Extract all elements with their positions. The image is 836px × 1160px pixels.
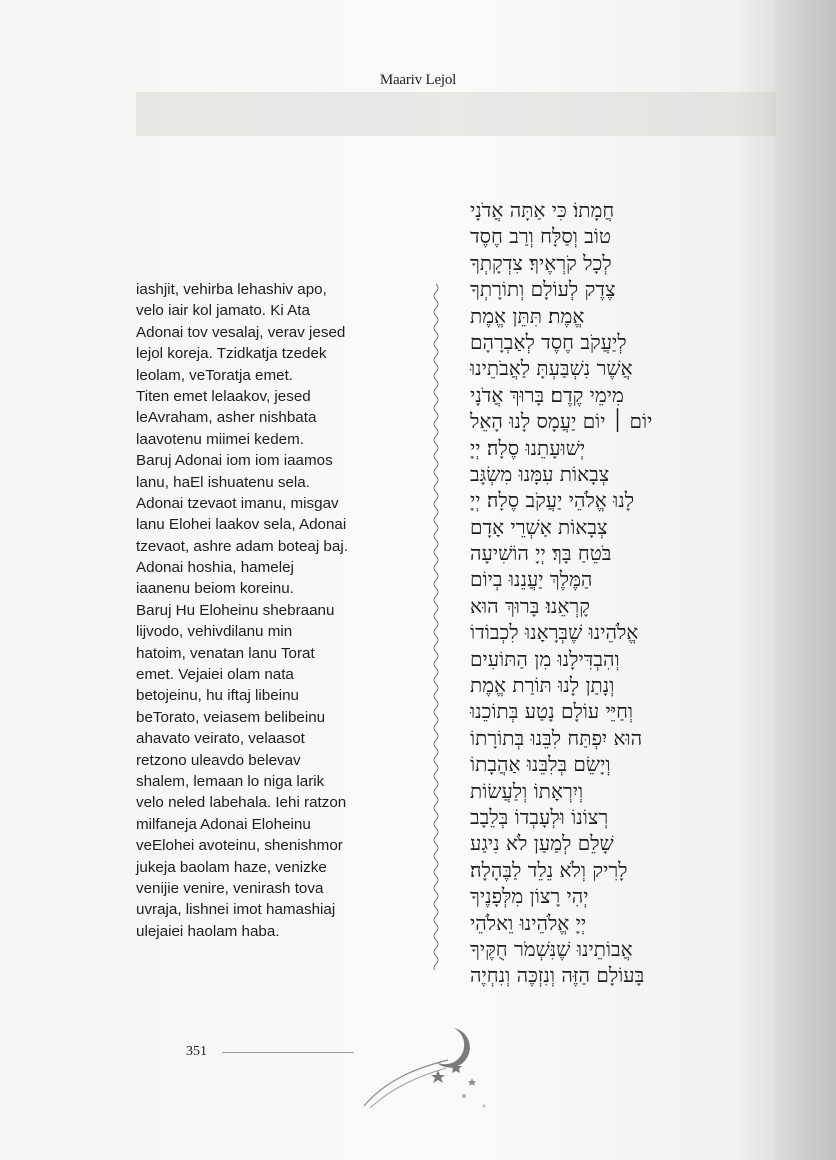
hebrew-line: וְחַיֵּי עוֹלָם נָטַע בְּתוֹכֵנוּ [470, 699, 634, 724]
hebrew-line: לָרִיק וְלֹא נֵלֵד לַבֶּהָלָה׃ [470, 857, 628, 882]
hebrew-line: אֱמֶת׃ תִּתֵּן אֱמֶת [470, 303, 585, 328]
hebrew-line: צֶדֶק לְעוֹלָם וְתוֹרָתְךָ [470, 277, 616, 302]
bleed-through-band [136, 92, 776, 136]
transliteration-line: beTorato, veiasem belibeinu [136, 708, 326, 726]
running-header: Maariv Lejol [379, 72, 457, 88]
hebrew-line: מִימֵי קֶדֶם׃ בָּרוּךְ אֲדֹנָי [470, 382, 624, 407]
transliteration-line: iashjit, vehirba lehashiv apo, [136, 281, 327, 298]
transliteration-line: iaanenu beiom koreinu. [136, 580, 294, 598]
hebrew-line: לְיַעֲקֹב חֶסֶד לְאַבְרָהָם [470, 329, 627, 354]
hebrew-column [470, 197, 710, 989]
hebrew-line: יְיָ אֱלֹהֵינוּ וֵאלֹהֵי [470, 910, 587, 935]
transliteration-line: ulejaiei haolam haba. [136, 922, 280, 940]
transliteration-line: tzevaot, ashre adam boteaj baj. [136, 537, 348, 555]
transliteration-line: Adonai tov vesalaj, verav jesed [136, 323, 346, 341]
hebrew-line: וְיָשֵׂם בְּלִבֵּנוּ אַהֲבָתוֹ [470, 752, 611, 777]
hebrew-line: וְנָתַן לָנוּ תּוֹרַת אֱמֶת [470, 673, 615, 698]
transliteration-line: lijvodo, vehivdilanu min [136, 623, 293, 641]
transliteration-line: jukeja baolam haze, venizke [136, 858, 327, 876]
hebrew-line: קָרְאֵנוּ׃ בָּרוּךְ הוּא [470, 593, 590, 618]
hebrew-line: חֲמָתוֹ׃ כִּי אַתָּה אֲדֹנָי [470, 198, 615, 222]
transliteration-line: hatoim, venatan lanu Torat [136, 644, 315, 662]
binding-shadow [774, 0, 836, 1160]
hebrew-line: צְבָאוֹת אַשְׁרֵי אָדָם [470, 514, 608, 539]
transliteration-line: emet. Vejaiei olam nata [136, 666, 294, 684]
transliteration-line: uvraja, lishnei imot hamashiaj [136, 901, 336, 919]
transliteration-line: milfaneja Adonai Eloheinu [136, 815, 311, 833]
hebrew-line: יְהִי רָצוֹן מִלְּפָנֶיךָ [470, 884, 589, 909]
hebrew-line: יוֹם ׀ יוֹם יַעֲמָס לָנוּ הָאֵל [470, 409, 653, 434]
hebrew-line: הוּא יִפְתַּח לִבֵּנוּ בְּתוֹרָתוֹ [470, 725, 643, 750]
hebrew-line: לָנוּ אֱלֹהֵי יַעֲקֹב סֶלָה׃ יְיָ [470, 488, 635, 513]
transliteration-line: Baruj Adonai iom iom iaamos [136, 452, 333, 470]
footer-rule [222, 1052, 354, 1053]
hebrew-line: לְכָל קֹרְאֶיךָ׃ צִדְקָתְךָ [470, 250, 612, 275]
hebrew-line: טוֹב וְסַלָּח וְרַב חֶסֶד [470, 224, 612, 249]
transliteration-line: betojeinu, hu iftaj libeinu [136, 687, 299, 705]
transliteration-line: velo neled labehala. Iehi ratzon [136, 794, 347, 812]
hebrew-line: אֲשֶׁר נִשְׁבַּעְתָּ לַאֲבֹתֵינוּ [470, 356, 633, 381]
wavy-divider [430, 284, 442, 970]
hebrew-line: צְבָאוֹת עִמָּנוּ מִשְׂגָּב [470, 461, 610, 486]
hebrew-line: רְצוֹנוֹ וּלְעָבְדוֹ בְּלֵבָב [470, 804, 609, 829]
transliteration-line: retzono uleavdo belevav [136, 751, 301, 769]
hebrew-line: יְשׁוּעָתֵנוּ סֶלָה׃ יְיָ [470, 435, 586, 460]
transliteration-line: shalem, lemaan lo niga larik [136, 772, 325, 790]
hebrew-line: אֲבוֹתֵינוּ שֶׁנִּשְׁמֹר חֻקֶּיךָ [470, 936, 633, 961]
hebrew-line: בָּעוֹלָם הַזֶּה וְנִזְכֶּה וְנִחְיֶה [470, 963, 645, 988]
hebrew-line: וְהִבְדִּילָנוּ מִן הַתּוֹעִים [470, 646, 620, 671]
transliteration-line: laavotenu miimei kedem. [136, 430, 304, 448]
hebrew-line: הַמֶּלֶךְ יַעֲנֵנוּ בְיוֹם [470, 567, 593, 592]
transliteration-line: lejol koreja. Tzidkatja tzedek [136, 345, 327, 363]
transliteration-line: veElohei avoteinu, shenishmor [136, 837, 343, 855]
hebrew-line: וְיִרְאָתוֹ וְלַעֲשׂוֹת [470, 778, 584, 803]
transliteration-line: leAvraham, asher nishbata [136, 409, 317, 427]
transliteration-line: leolam, veToratja emet. [136, 366, 294, 384]
transliteration-line: lanu, haEl ishuatenu sela. [136, 473, 310, 491]
hebrew-line: בֹּטֵחַ בָּךְ׃ יְיָ הוֹשִׁיעָה [470, 541, 612, 566]
transliteration-line: Adonai hoshia, hamelej [136, 559, 294, 577]
transliteration-column [136, 279, 428, 942]
transliteration-line: velo iair kol jamato. Ki Ata [136, 302, 310, 320]
hebrew-line: אֱלֹהֵינוּ שֶׁבְּרָאָנוּ לִכְבוֹדוֹ [470, 620, 639, 645]
transliteration-line: venijie venire, venirash tova [136, 879, 324, 897]
transliteration-line: lanu Elohei laakov sela, Adonai [136, 516, 347, 534]
transliteration-line: ahavato veirato, velaasot [136, 730, 305, 748]
transliteration-line: Titen emet lelaakov, jesed [136, 387, 311, 405]
transliteration-line: Adonai tzevaot imanu, misgav [136, 494, 339, 512]
hebrew-line: שָׁלֵם לְמַעַן לֹא נִיגַע [470, 831, 614, 856]
page-number: 351 [186, 1044, 207, 1059]
moon-stars-ornament [356, 1010, 506, 1120]
transliteration-line: Baruj Hu Eloheinu shebraanu [136, 601, 335, 619]
